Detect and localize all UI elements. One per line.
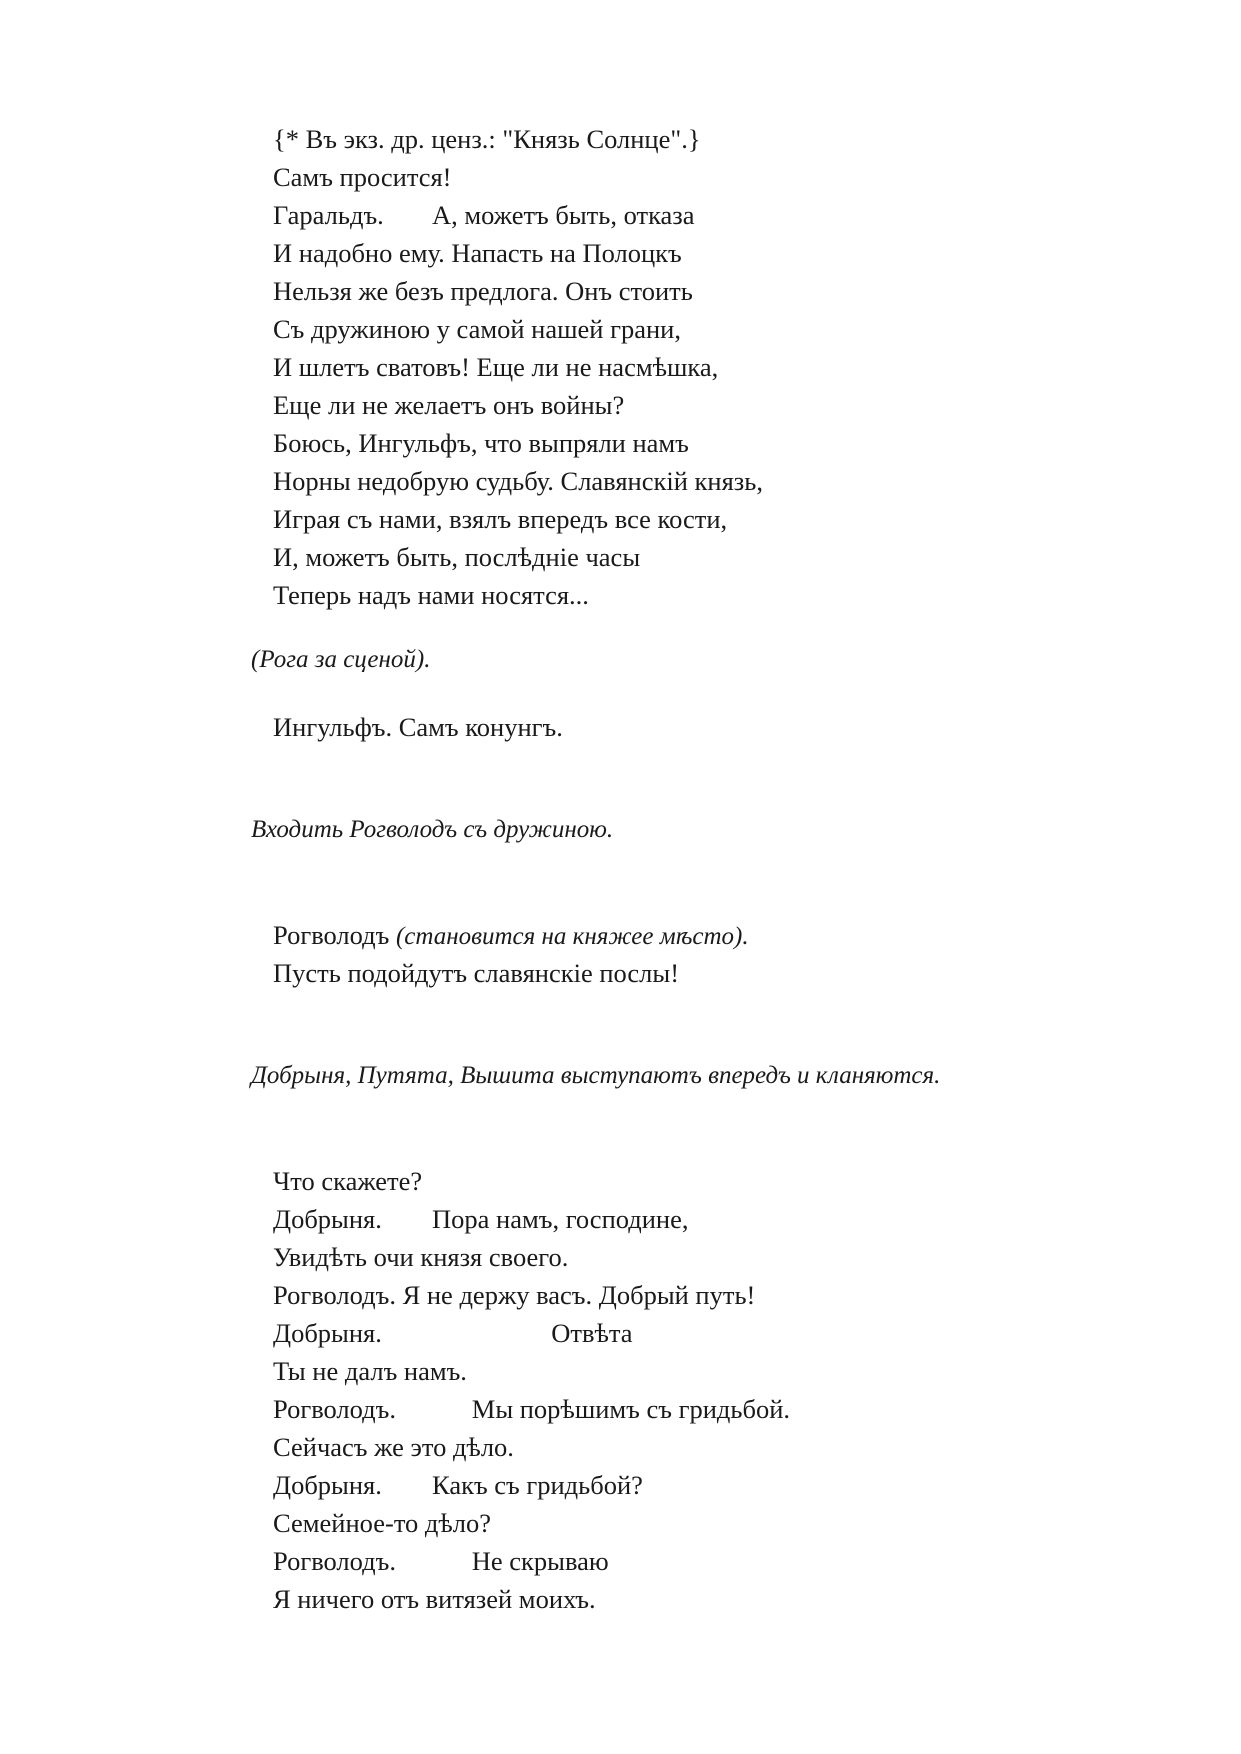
verse-block-rogvolod [273,916,749,992]
verse-line: Я ничего отъ витязей моихъ. [273,1584,596,1614]
verse-line: Что скажете? [273,1166,423,1196]
verse-line: Съ дружиною у самой нашей грани, [273,314,681,344]
stage-direction-enter: Входить Рогволодъ съ дружиною. [251,816,614,843]
verse-line: Добрыня. Пора намъ, господине, [273,1204,689,1234]
speaker-name: Рогволодъ [273,920,396,950]
verse-line: Ингульфъ. Самъ конунгъ. [273,712,563,742]
verse-line: Пусть подойдутъ славянскіе послы! [273,958,680,988]
verse-line: Еще ли не желаетъ онъ войны? [273,390,625,420]
verse-line: Рогволодъ. Мы порѣшимъ съ гридьбой. [273,1394,790,1424]
inline-stage-direction: (становится на княжее мѣсто). [395,923,749,950]
verse-line: Играя съ нами, взялъ впередъ все кости, [273,504,728,534]
verse-block-gerald [273,120,763,614]
verse-line: Увидѣть очи князя своего. [273,1242,569,1272]
stage-direction-envoys: Добрыня, Путята, Вышита выступаютъ впередъ и кланяются. [251,1062,941,1089]
verse-line: И, можетъ быть, послѣдніе часы [273,542,641,572]
verse-line: Рогволодъ. Не скрываю [273,1546,609,1576]
verse-line-with-direction [273,916,749,954]
verse-line: Добрыня. Какъ съ гридьбой? [273,1470,643,1500]
verse-line: Сейчасъ же это дѣло. [273,1432,514,1462]
verse-line: Добрыня. Отвѣта [273,1318,633,1348]
verse-line: Гаральдъ. А, можетъ быть, отказа [273,200,695,230]
stage-direction-horns: (Рога за сценой). [251,646,431,673]
verse-line: Самъ просится! [273,162,452,192]
verse-line: Рогволодъ. Я не держу васъ. Добрый путь! [273,1280,756,1310]
verse-line: Ты не далъ намъ. [273,1356,467,1386]
verse-line: Нельзя же безъ предлога. Онъ стоить [273,276,693,306]
footnote-line: {* Въ экз. др. ценз.: "Князь Солнце".} [273,124,701,154]
verse-line: Теперь надъ нами носятся... [273,580,589,610]
verse-line: Боюсь, Ингульфъ, что выпряли намъ [273,428,689,458]
verse-line: И надобно ему. Напасть на Полоцкъ [273,238,682,268]
verse-line: И шлетъ сватовъ! Еще ли не насмѣшка, [273,352,719,382]
verse-block-dialogue [273,1162,790,1618]
verse-line: Норны недобрую судьбу. Славянскій князь, [273,466,763,496]
verse-line: Семейное-то дѣло? [273,1508,492,1538]
verse-block-ingulf [273,708,563,746]
